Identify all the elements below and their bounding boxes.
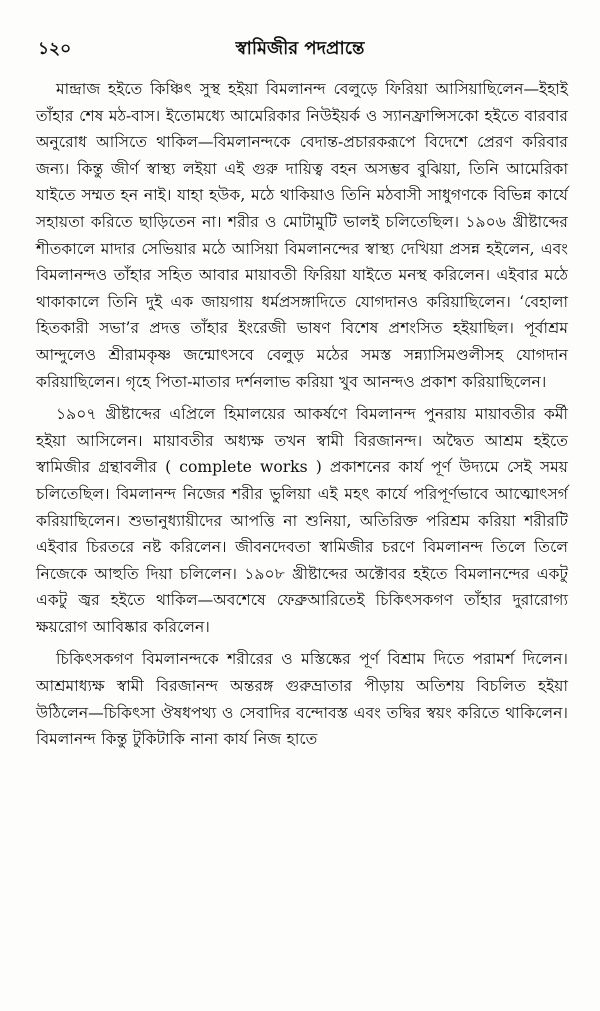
page-number: ১২০	[38, 39, 72, 59]
page-header	[38, 34, 562, 62]
body-text	[36, 76, 568, 759]
paragraph-3: চিকিৎসকগণ বিমলানন্দকে শরীরের ও মস্তিষ্কের পূর্ণ বিশ্রাম দিতে পরামর্শ দিলেন। আশ্রমাধ্যক্ষ স্বামী বিরজানন্দ অন্তরঙ্গ গুরুভ্রাতার পীড়ায় অতিশয় বিচলিত হইয়া উঠিলেন—চিকিৎসা ঔষধপথ্য ও সেবাদির বন্দোবস্ত এবং তদ্বির স্বয়ং করিতে থাকিলেন। বিমলানন্দ কিন্তু টুকিটাকি নানা কার্য নিজ হাতে	[36, 650, 568, 749]
paragraph-1: মান্দ্রাজ হইতে কিঞ্চিৎ সুস্থ হইয়া বিমলানন্দ বেলুড়ে ফিরিয়া আসিয়াছিলেন—ইহাই তাঁহার শেষ মঠ-বাস। ইতোমধ্যে আমেরিকার নিউইয়র্ক ও স্যানফ্রান্সিসকো হইতে বারবার অনুরোধ আসিতে থাকিল—বিমলানন্দকে বেদান্ত-প্রচারকরূপে বিদেশে প্রেরণ করিবার জন্য। কিন্তু জীর্ণ স্বাস্থ্য লইয়া এই গুরু দায়িত্ব বহন অসম্ভব বুঝিয়া, তিনি আমেরিকা যাইতে সম্মত হন নাই। যাহা হউক, মঠে থাকিয়াও তিনি মঠবাসী সাধুগণকে বিভিন্ন কার্যে সহায়তা করিতে ছাড়িতেন না। শরীর ও মোটামুটি ভালই চলিতেছিল। ১৯০৬ খ্রীষ্টাব্দের শীতকালে মাদার সেভিয়ার মঠে আসিয়া বিমলানন্দের স্বাস্থ্য দেখিয়া প্রসন্ন হইলেন, এবং বিমলানন্দও তাঁহার সহিত আবার মায়াবতী ফিরিয়া যাইতে মনস্থ করিলেন। এইবার মঠে থাকাকালে তিনি দুই এক জায়গায় ধর্মপ্রসঙ্গাদিতে যোগদানও করিয়াছিলেন। ‘বেহালা হিতকারী সভা’র প্রদত্ত তাঁহার ইংরেজী ভাষণ বিশেষ প্রশংসিত হইয়াছিল। পূর্বাশ্রম আন্দুলেও শ্রীরামকৃষ্ণ জন্মোৎসবে বেলুড় মঠের সমস্ত সন্ন্যাসিমণ্ডলীসহ যোগদান করিয়াছিলেন। গৃহে পিতা-মাতার দর্শনলাভ করিয়া খুব আনন্দও প্রকাশ করিয়াছিলেন।	[36, 80, 568, 391]
paragraph-2: ১৯০৭ খ্রীষ্টাব্দের এপ্রিলে হিমালয়ের আকর্ষণে বিমলানন্দ পুনরায় মায়াবতীর কর্মী হইয়া আসিলেন। মায়াবতীর অধ্যক্ষ তখন স্বামী বিরজানন্দ। অদ্বৈত আশ্রম হইতে স্বামিজীর গ্রন্থাবলীর ( complete works ) প্রকাশনের কার্য পূর্ণ উদ্যমে সেই সময় চলিতেছিল। বিমলানন্দ নিজের শরীর ভুলিয়া এই মহৎ কার্যে পরিপূর্ণভাবে আত্মোৎসর্গ করিয়াছিলেন। শুভানুধ্যায়ীদের আপত্তি না শুনিয়া, অতিরিক্ত পরিশ্রম করিয়া শরীরটি এইবার চিরতরে নষ্ট করিলেন। জীবনদেবতা স্বামিজীর চরণে বিমলানন্দ তিলে তিলে নিজেকে আহুতি দিয়া চলিলেন। ১৯০৮ খ্রীষ্টাব্দের অক্টোবর হইতে বিমলানন্দের একটু একটু জ্বর হইতে থাকিল—অবশেষে ফেব্রুআরিতেই চিকিৎসকগণ তাঁহার দুরারোগ্য ক্ষয়রোগ আবিষ্কার করিলেন।	[36, 405, 568, 636]
running-title: স্বামিজীর পদপ্রান্তে	[235, 38, 365, 59]
